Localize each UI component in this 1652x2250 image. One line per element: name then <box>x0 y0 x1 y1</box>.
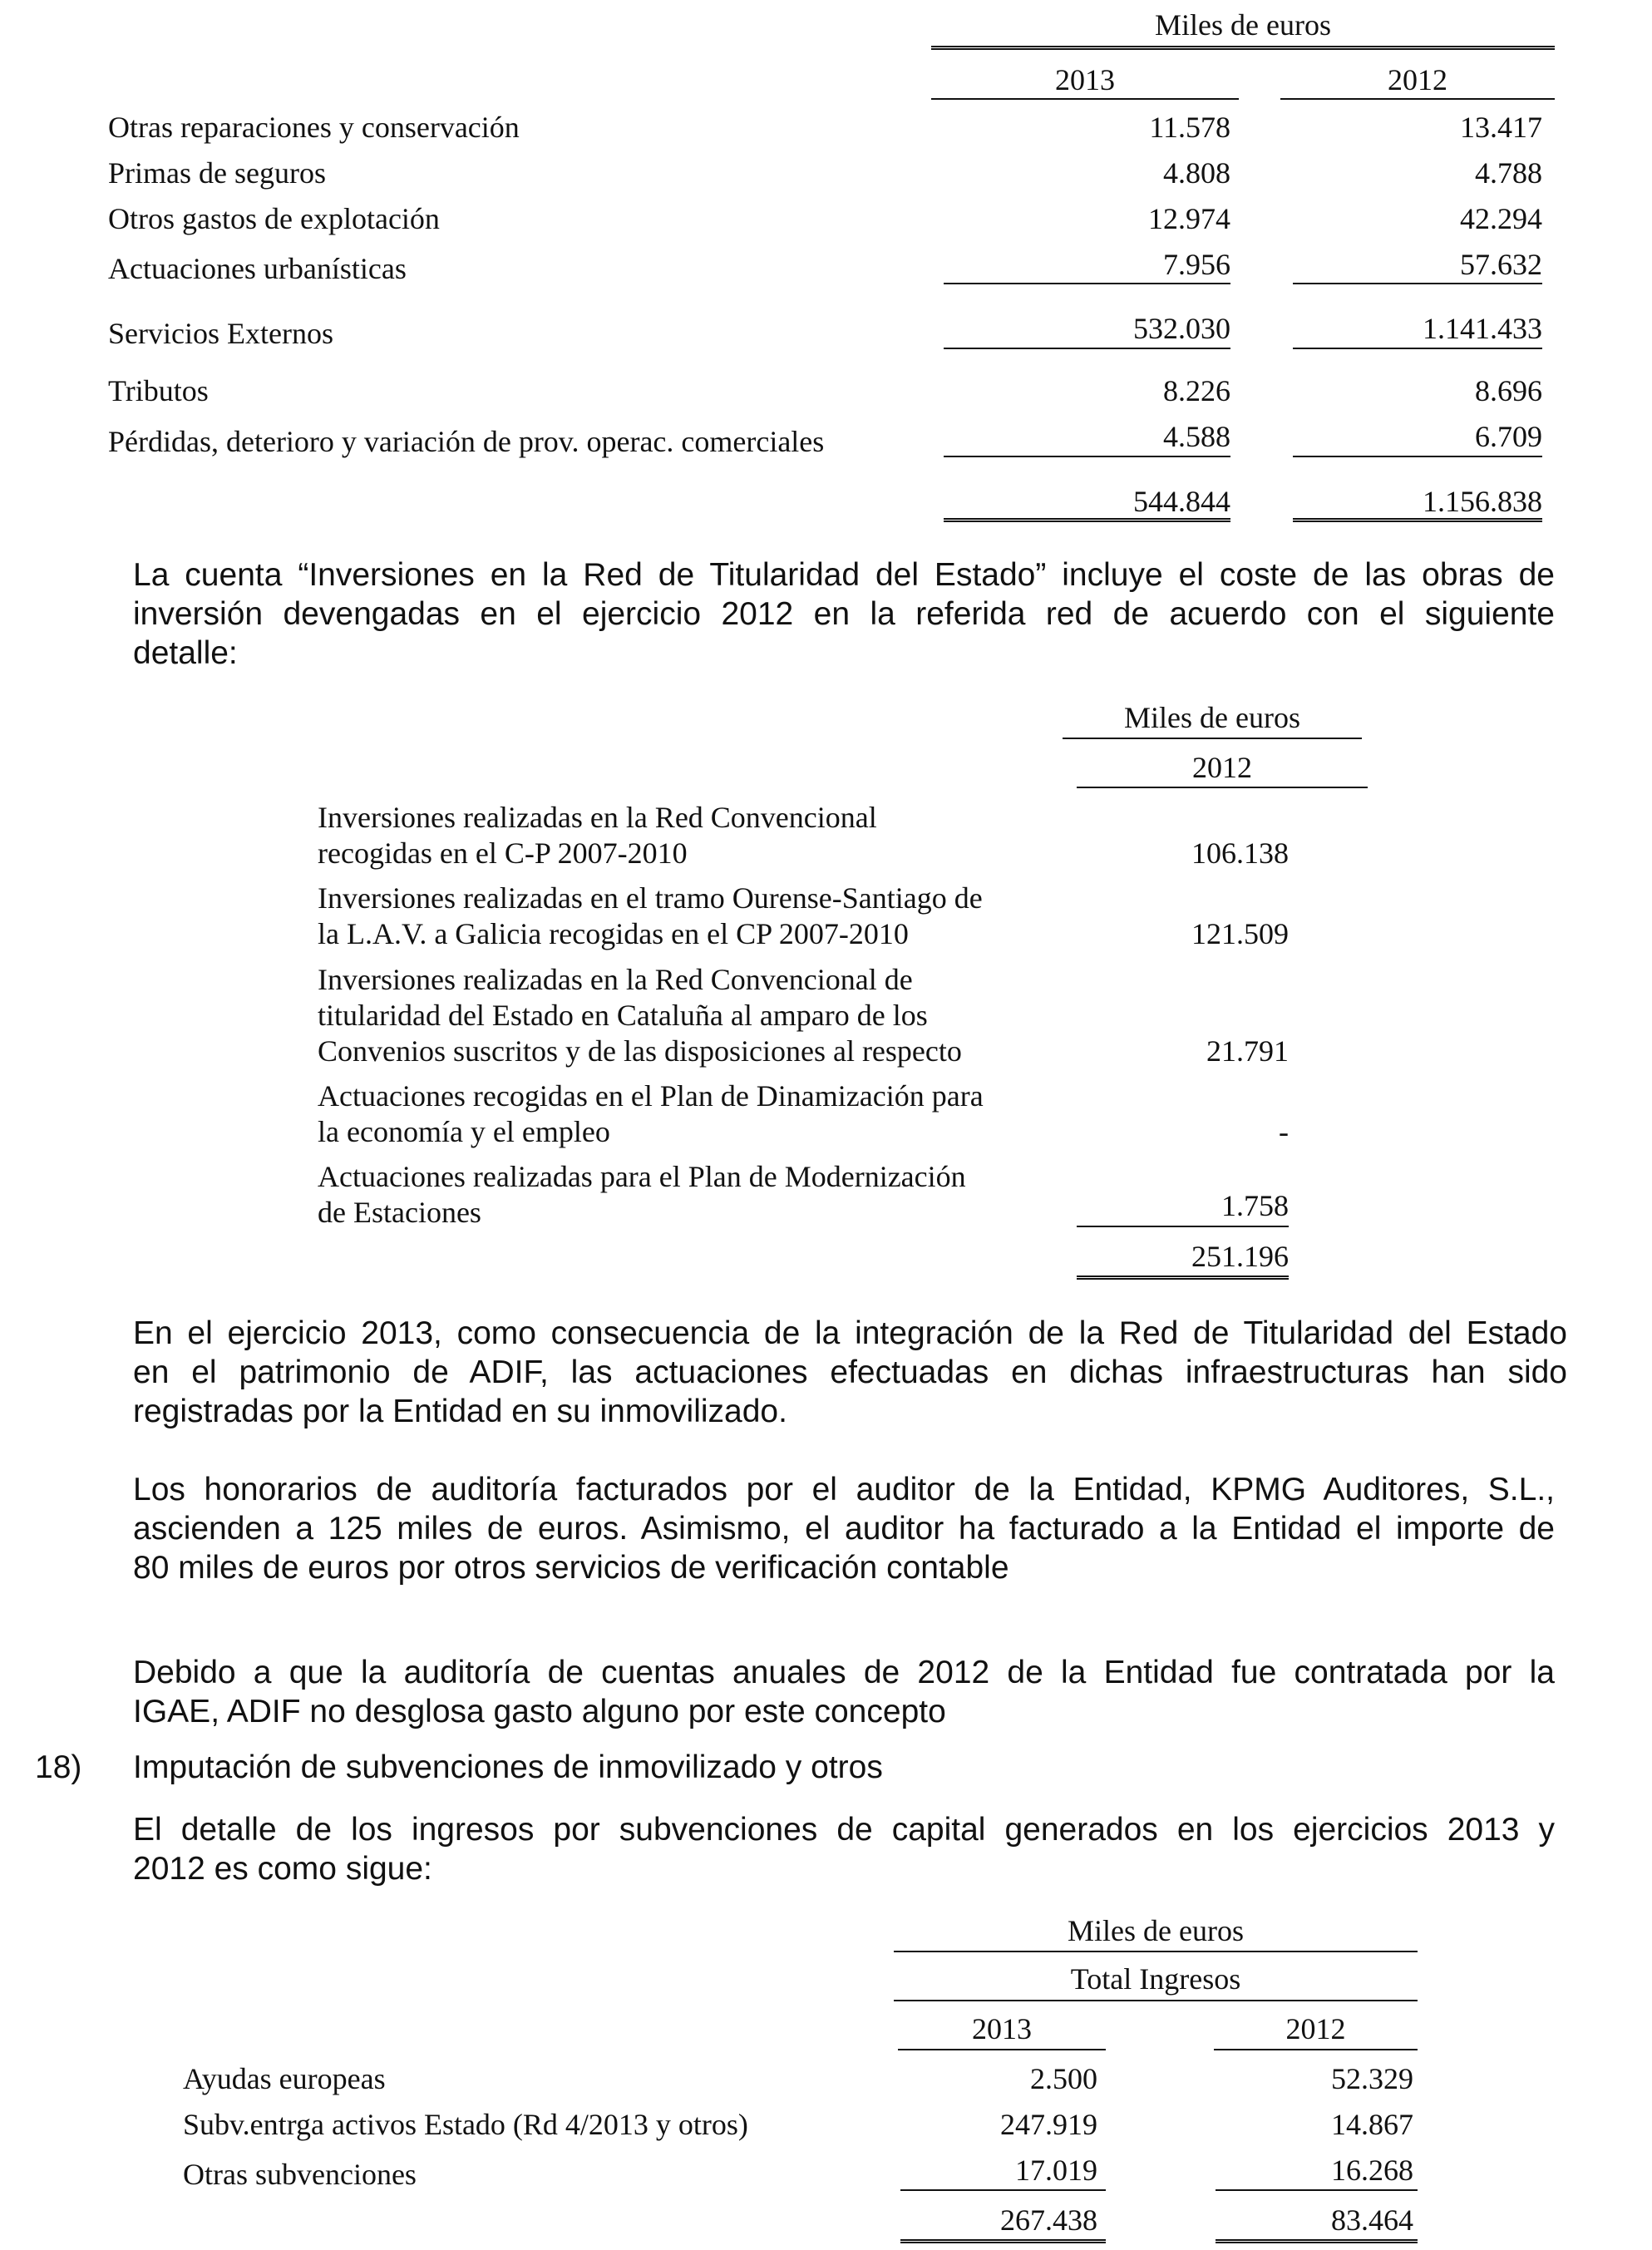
row-label: Actuaciones urbanísticas <box>108 252 407 285</box>
table2-year-rule <box>1077 787 1368 788</box>
row-label-line: titularidad del Estado en Cataluña al amparo de los <box>318 999 928 1032</box>
total-value-2013: 267.438 <box>1000 2203 1097 2237</box>
subtotal-rule-2013 <box>944 283 1230 284</box>
paragraph-igae <box>133 1653 1555 1731</box>
table3-year-rule-2012 <box>1214 2049 1418 2050</box>
table3-unit-header: Miles de euros <box>1068 1914 1244 1947</box>
row-value-2012: 6.709 <box>1475 420 1542 453</box>
row-value-2013: 247.919 <box>1000 2108 1097 2141</box>
paragraph-line: En el ejercicio 2013, como consecuencia de la integración de la Red de Titularidad del Estado <box>133 1315 1567 1351</box>
row-value: 106.138 <box>1191 836 1289 870</box>
subtotal-rule-2013 <box>900 2189 1106 2191</box>
paragraph-integracion <box>133 1314 1567 1431</box>
row-value-2013: 4.808 <box>1163 156 1230 190</box>
row-label-line: Inversiones realizadas en la Red Convencional <box>318 801 877 834</box>
row-label: Otras reparaciones y conservación <box>108 111 520 144</box>
table1-year-2013: 2013 <box>1055 63 1115 96</box>
row-value-2013: 8.226 <box>1163 374 1230 407</box>
table1-year-rule-2013 <box>931 98 1239 100</box>
row-label: Pérdidas, deterioro y variación de prov. operac. comerciales <box>108 425 825 458</box>
row-value: 121.509 <box>1191 917 1289 950</box>
row-value-2012: 8.696 <box>1475 374 1542 407</box>
subtotal-rule-2012 <box>1293 456 1542 457</box>
subtotal-rule-2013 <box>944 348 1230 349</box>
total-value: 251.196 <box>1191 1240 1289 1273</box>
subtotal-rule <box>1077 1226 1289 1227</box>
subtotal-rule-2012 <box>1293 283 1542 284</box>
row-label-line: Inversiones realizadas en el tramo Ourense-Santiago de <box>318 881 983 915</box>
paragraph-line: IGAE, ADIF no desglosa gasto alguno por este concepto <box>133 1694 946 1729</box>
table1-year-rule-2012 <box>1280 98 1555 100</box>
paragraph-honorarios <box>133 1470 1555 1587</box>
row-label: Primas de seguros <box>108 156 326 190</box>
table1-header-rule <box>931 46 1555 50</box>
total-rule-2012 <box>1293 518 1542 522</box>
subtotal-rule-2013 <box>944 456 1230 457</box>
total-rule-2013 <box>900 2239 1106 2243</box>
total-value-2013: 544.844 <box>1133 485 1230 518</box>
row-value: 1.758 <box>1221 1189 1289 1222</box>
row-label-line: de Estaciones <box>318 1196 481 1229</box>
table1-year-2012: 2012 <box>1388 63 1447 96</box>
row-value: 21.791 <box>1206 1034 1289 1068</box>
table3-header-rule <box>894 1951 1418 1952</box>
paragraph-line: 2012 es como sigue: <box>133 1851 432 1887</box>
row-label-line: recogidas en el C-P 2007-2010 <box>318 836 688 870</box>
row-label: Tributos <box>108 374 209 407</box>
row-value-2012: 16.268 <box>1331 2154 1413 2187</box>
row-value-2013: 17.019 <box>1015 2154 1097 2187</box>
row-value-2013: 2.500 <box>1030 2062 1097 2095</box>
paragraph-line: en el patrimonio de ADIF, las actuaciones efectuadas en dichas infraestructuras han sido <box>133 1354 1567 1390</box>
table3-year-2012: 2012 <box>1285 2012 1346 2045</box>
row-label: Subv.entrga activos Estado (Rd 4/2013 y otros) <box>183 2108 748 2141</box>
total-value-2012: 1.156.838 <box>1423 485 1542 518</box>
subtotal-rule-2012 <box>1293 348 1542 349</box>
row-value-2013: 12.974 <box>1148 202 1230 235</box>
table1-unit-header: Miles de euros <box>1155 8 1331 42</box>
row-value-2013: 532.030 <box>1133 312 1230 345</box>
paragraph-line: El detalle de los ingresos por subvenciones de capital generados en los ejercicios 2013 y <box>133 1812 1555 1848</box>
table3-year-rule-2013 <box>898 2049 1106 2050</box>
section-title: Imputación de subvenciones de inmovilizado y otros <box>133 1749 883 1785</box>
section-number: 18) <box>35 1749 82 1785</box>
row-label-line: Actuaciones realizadas para el Plan de Modernización <box>318 1160 966 1193</box>
table2-year: 2012 <box>1192 751 1252 784</box>
row-value-2012: 14.867 <box>1331 2108 1413 2141</box>
row-value-2012: 4.788 <box>1475 156 1542 190</box>
paragraph-line: inversión devengadas en el ejercicio 2012 en la referida red de acuerdo con el siguiente <box>133 596 1555 632</box>
row-value-2012: 52.329 <box>1331 2062 1413 2095</box>
table3-year-2013: 2013 <box>972 2012 1032 2045</box>
row-label: Servicios Externos <box>108 317 333 350</box>
row-label-line: Convenios suscritos y de las disposiciones al respecto <box>318 1034 962 1068</box>
paragraph-line: La cuenta “Inversiones en la Red de Titularidad del Estado” incluye el coste de las obras de <box>133 557 1555 593</box>
total-value-2012: 83.464 <box>1331 2203 1413 2237</box>
total-rule <box>1077 1275 1289 1280</box>
paragraph-subvenciones <box>133 1810 1555 1888</box>
paragraph-line: detalle: <box>133 635 238 671</box>
row-label: Otras subvenciones <box>183 2158 417 2191</box>
table3-group-rule <box>894 2000 1418 2001</box>
table3-group-header: Total Ingresos <box>1070 1962 1241 1996</box>
row-label: Otros gastos de explotación <box>108 202 440 235</box>
row-value-2012: 57.632 <box>1460 248 1542 281</box>
paragraph-red-titularidad <box>133 555 1555 673</box>
row-value-2012: 42.294 <box>1460 202 1542 235</box>
paragraph-line: registradas por la Entidad en su inmovilizado. <box>133 1394 787 1429</box>
total-rule-2012 <box>1216 2239 1418 2243</box>
row-value-2013: 11.578 <box>1149 111 1230 144</box>
table2-header-rule <box>1063 738 1362 739</box>
subtotal-rule-2012 <box>1216 2189 1418 2191</box>
paragraph-line: 80 miles de euros por otros servicios de verificación contable <box>133 1550 1009 1586</box>
row-label: Ayudas europeas <box>183 2062 386 2095</box>
row-value-2013: 4.588 <box>1163 420 1230 453</box>
row-value-2012: 13.417 <box>1460 111 1542 144</box>
row-value-2013: 7.956 <box>1163 248 1230 281</box>
row-value-2012: 1.141.433 <box>1423 312 1542 345</box>
row-value: - <box>1279 1115 1289 1148</box>
row-label-line: la L.A.V. a Galicia recogidas en el CP 2007-2010 <box>318 917 909 950</box>
row-label-line: Actuaciones recogidas en el Plan de Dinamización para <box>318 1079 984 1113</box>
table2-unit-header: Miles de euros <box>1124 701 1300 734</box>
total-rule-2013 <box>944 518 1230 522</box>
row-label-line: Inversiones realizadas en la Red Convencional de <box>318 963 913 996</box>
paragraph-line: ascienden a 125 miles de euros. Asimismo, el auditor ha facturado a la Entidad el importe de <box>133 1511 1555 1547</box>
paragraph-line: Debido a que la auditoría de cuentas anuales de 2012 de la Entidad fue contratada por la <box>133 1655 1555 1690</box>
row-label-line: la economía y el empleo <box>318 1115 610 1148</box>
paragraph-line: Los honorarios de auditoría facturados por el auditor de la Entidad, KPMG Auditores, S.L., <box>133 1472 1555 1507</box>
